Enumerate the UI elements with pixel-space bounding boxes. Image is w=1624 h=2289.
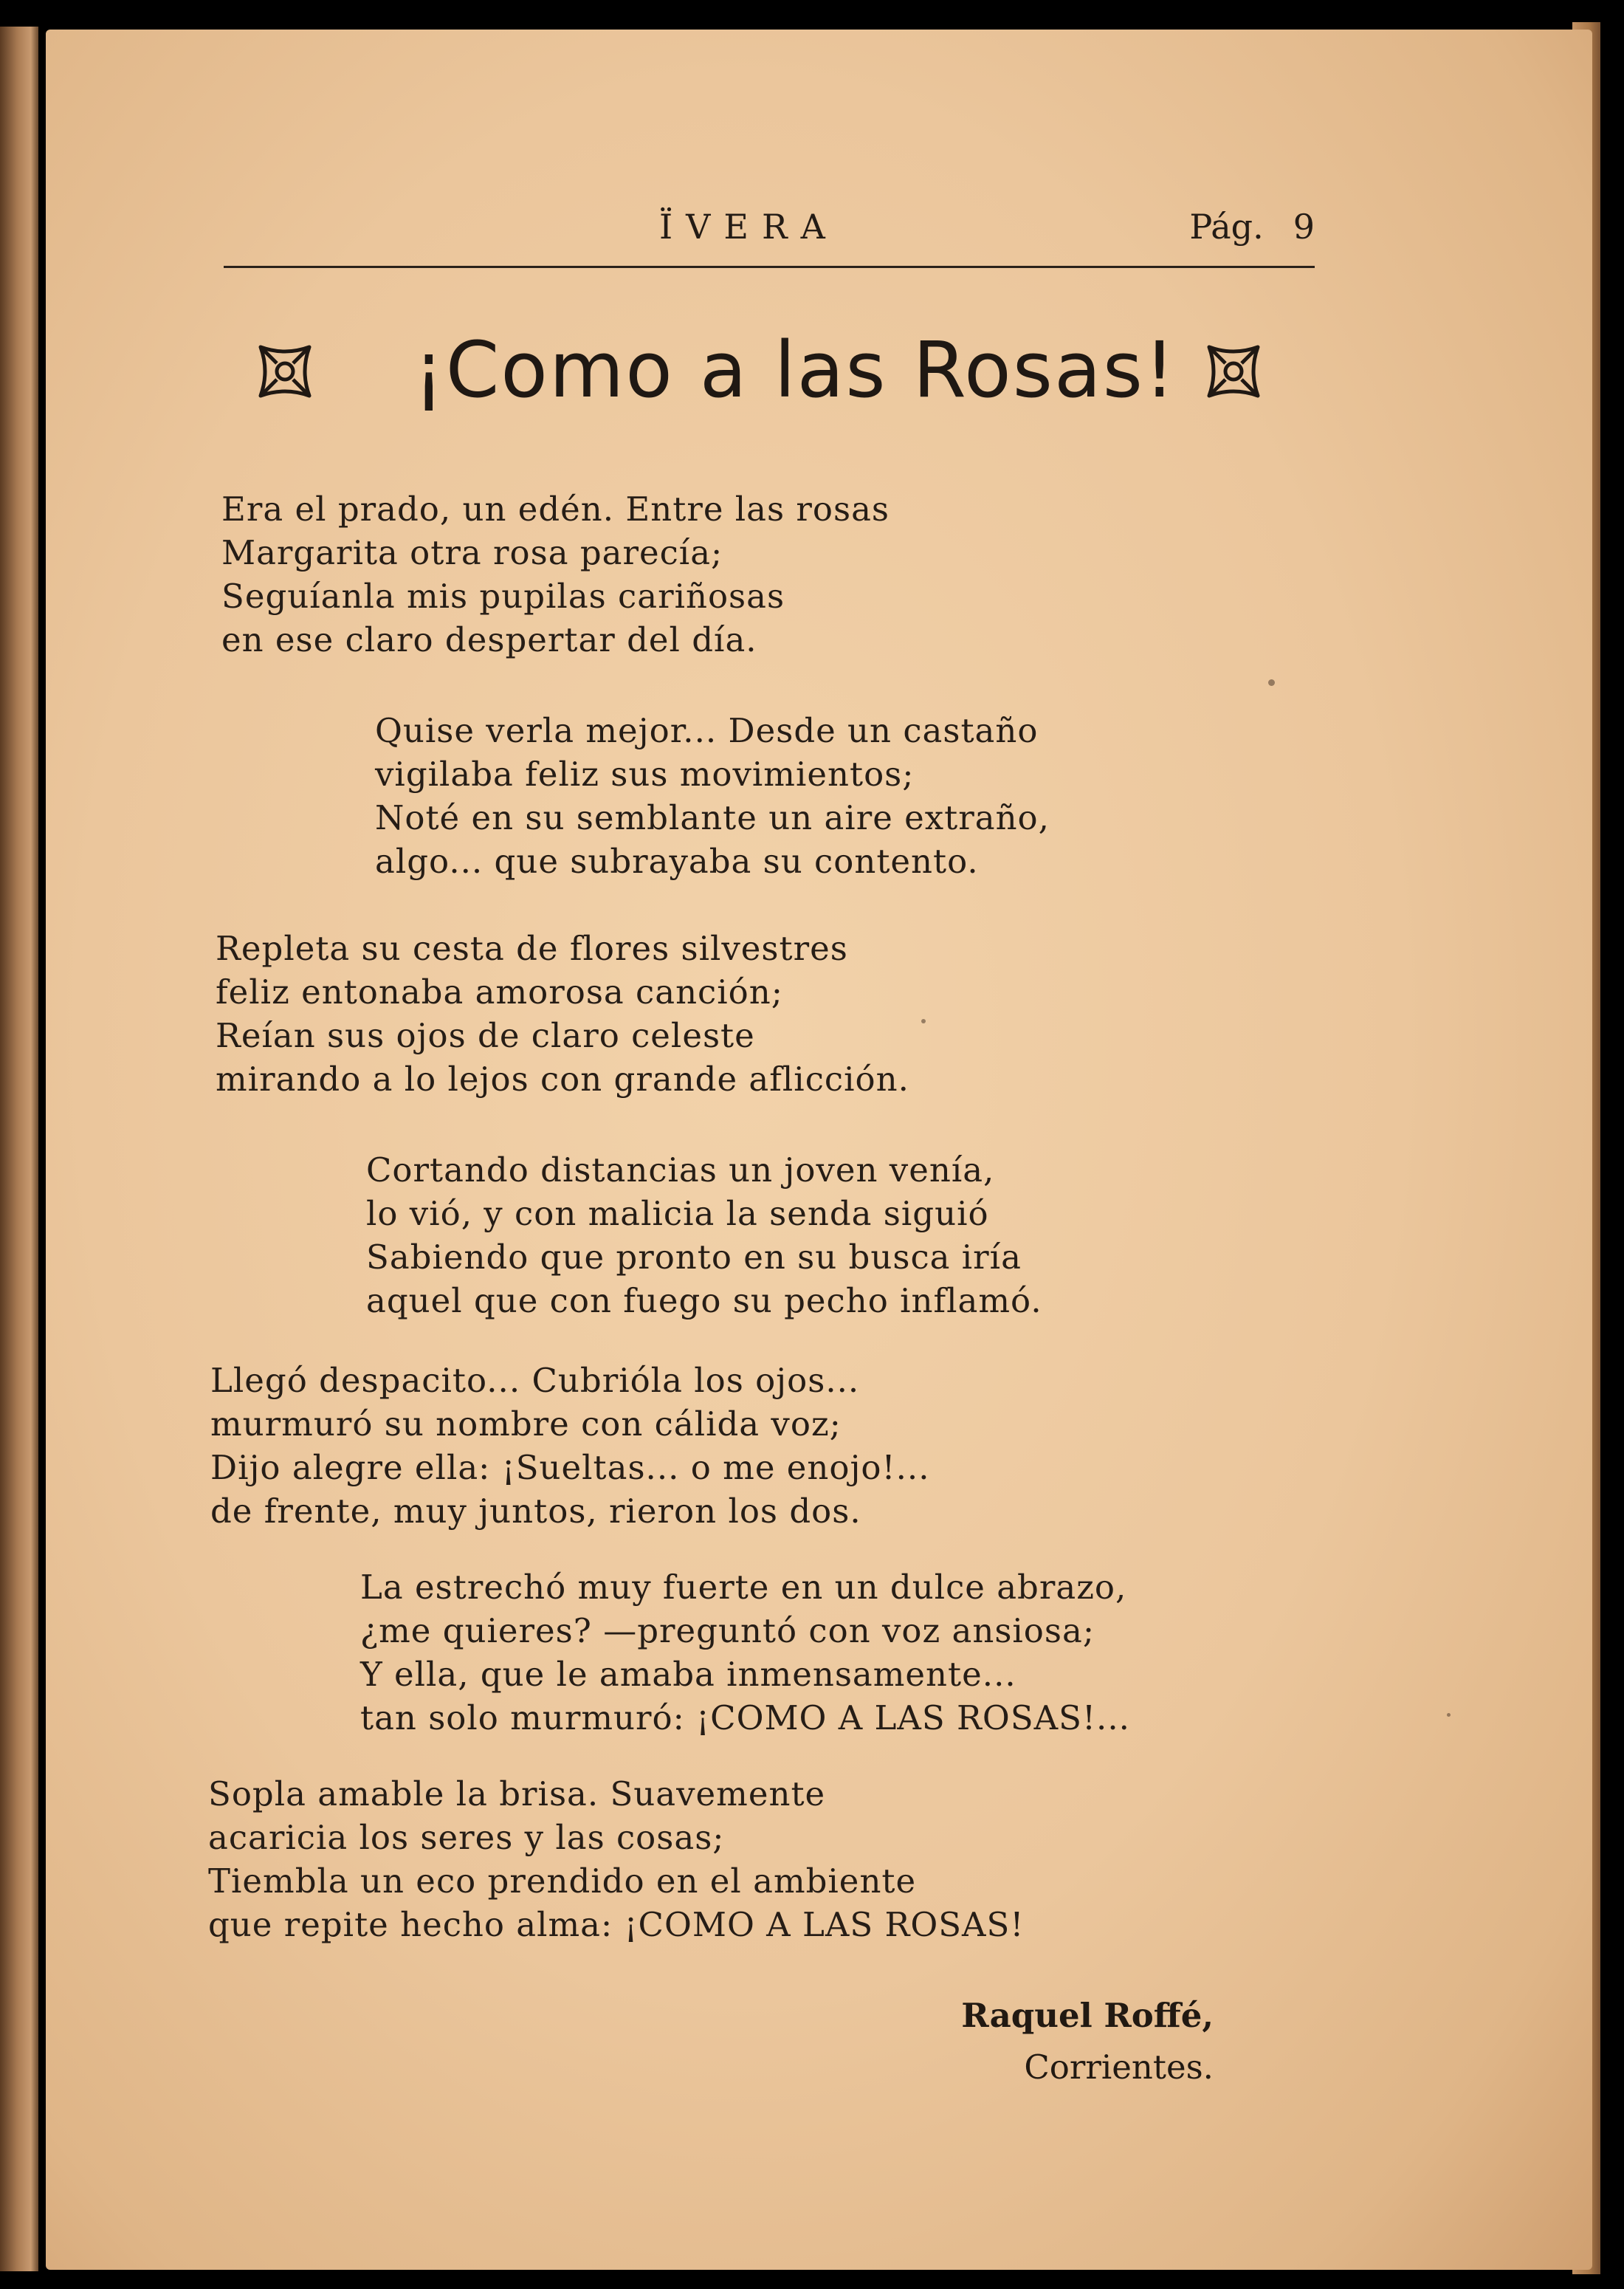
verse-line: acaricia los seres y las cosas;: [208, 1818, 725, 1857]
verse-line: Y ella, que le amaba inmensamente...: [360, 1655, 1016, 1694]
stanza: [375, 709, 1050, 883]
stanza: [366, 1148, 1042, 1322]
stanza: [221, 487, 890, 662]
page-number: 9: [1293, 207, 1315, 247]
verse-line: Sabiendo que pronto en su busca iría: [366, 1238, 1022, 1277]
paper-speck: [921, 1019, 926, 1023]
verse-line: Seguíanla mis pupilas cariñosas: [221, 577, 785, 616]
verse-line: aquel que con fuego su pecho inflamó.: [366, 1281, 1042, 1320]
journal-name: ÏVERA: [659, 207, 839, 247]
page-label: Pág.: [1189, 207, 1264, 247]
verse-line: La estrechó muy fuerte en un dulce abrazo,: [360, 1568, 1127, 1607]
paper-speck: [1268, 679, 1275, 686]
poem-title: ¡Como a las Rosas!: [413, 325, 1177, 415]
author-name: Raquel Roffé,: [961, 1996, 1214, 2035]
verse-line: Reían sus ojos de claro celeste: [216, 1016, 755, 1055]
verse-line: Margarita otra rosa parecía;: [221, 533, 723, 572]
verse-line: Llegó despacito... Cubrióla los ojos...: [210, 1361, 860, 1400]
verse-line: Era el prado, un edén. Entre las rosas: [221, 490, 890, 529]
adjacent-page-edge: [0, 27, 38, 2271]
stanza: [216, 927, 909, 1101]
cross-ornament-icon: [255, 341, 315, 402]
verse-line: mirando a lo lejos con grande aflicción.: [216, 1060, 909, 1099]
verse-line: Cortando distancias un joven venía,: [366, 1150, 995, 1190]
verse-line: Repleta su cesta de flores silvestres: [216, 929, 848, 968]
verse-line: Sopla amable la brisa. Suavemente: [208, 1774, 826, 1813]
signature-block: [961, 1990, 1214, 2093]
verse-line: que repite hecho alma: ¡COMO A LAS ROSAS!: [208, 1905, 1025, 1944]
verse-line: Noté en su semblante un aire extraño,: [375, 798, 1050, 837]
paper-speck: [1447, 1713, 1451, 1717]
verse-line: Tiembla un eco prendido en el ambiente: [208, 1861, 917, 1901]
verse-line: tan solo murmuró: ¡COMO A LAS ROSAS!...: [360, 1698, 1130, 1737]
verse-line: Dijo alegre ella: ¡Sueltas... o me enojo!...: [210, 1448, 930, 1487]
stanza: [208, 1772, 1024, 1946]
page-number-label: [1189, 207, 1315, 247]
verse-line: vigilaba feliz sus movimientos;: [375, 755, 915, 794]
verse-line: ¿me quieres? —preguntó con voz ansiosa;: [360, 1611, 1095, 1650]
verse-line: de frente, muy juntos, rieron los dos.: [210, 1492, 861, 1531]
verse-line: murmuró su nombre con cálida voz;: [210, 1404, 842, 1444]
verse-line: feliz entonaba amorosa canción;: [216, 972, 783, 1012]
stanza: [360, 1565, 1130, 1740]
verse-line: lo vió, y con malicia la senda siguió: [366, 1194, 989, 1233]
verse-line: en ese claro despertar del día.: [221, 620, 757, 659]
cross-ornament-icon: [1203, 341, 1264, 402]
running-head: [224, 199, 1315, 268]
verse-line: algo... que subrayaba su contento.: [375, 842, 979, 881]
stanza: [210, 1359, 930, 1533]
verse-line: Quise verla mejor... Desde un castaño: [375, 711, 1039, 750]
author-place: Corrientes.: [1024, 2048, 1214, 2087]
